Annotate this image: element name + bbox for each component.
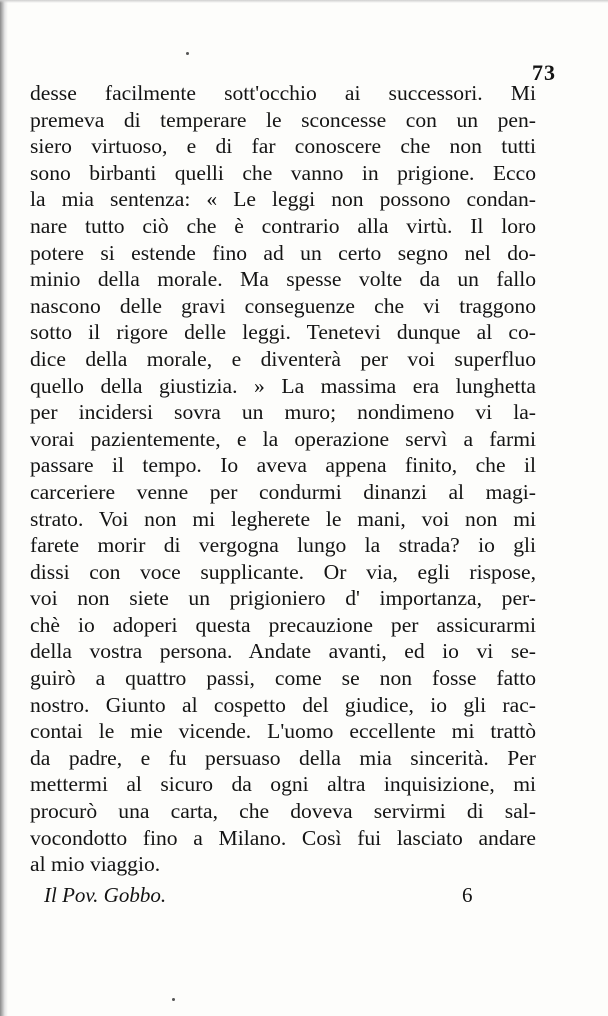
text-line: guirò a quattro passi, come se non fosse fatto — [30, 666, 536, 691]
text-line: premeva di temperare le sconcesse con un pen- — [30, 107, 536, 132]
print-speck — [186, 52, 189, 55]
text-line: voi non siete un prigioniero d' importanza, per- — [30, 586, 536, 611]
text-line: nostro. Giunto al cospetto del giudice, io gli rac- — [30, 692, 536, 717]
text-line: sotto il rigore delle leggi. Tenetevi dunque al co- — [30, 320, 536, 345]
text-line: potere si estende fino ad un certo segno nel do- — [30, 240, 536, 265]
text-line: nare tutto ciò che è contrario alla virtù. Il loro — [30, 213, 536, 238]
text-line: per incidersi sovra un muro; nondimeno vi la- — [30, 400, 536, 425]
text-line: quello della giustizia. » La massima era lunghetta — [30, 373, 536, 398]
footer-signature: Il Pov. Gobbo. — [44, 883, 167, 907]
text-line: vocondotto fino a Milano. Così fui lasciato andare — [30, 825, 536, 850]
text-line: al mio viaggio. — [30, 852, 161, 877]
page-edge-shadow — [0, 0, 8, 1016]
footer-signature-number: 6 — [462, 883, 473, 907]
text-line: nascono delle gravi conseguenze che vi traggono — [30, 293, 536, 318]
text-line: passare il tempo. Io aveva appena finito, che il — [30, 453, 536, 478]
text-line: chè io adoperi questa precauzione per assicurarmi — [30, 612, 536, 637]
text-line: desse facilmente sott'occhio ai successori. Mi — [30, 81, 536, 105]
text-line: dissi con voce supplicante. Or via, egli rispose, — [30, 559, 536, 584]
text-line: farete morir di vergogna lungo la strada? io gli — [30, 533, 536, 558]
text-line: da padre, e fu persuaso della mia sincerità. Per — [30, 745, 536, 770]
text-line: contai le mie vicende. L'uomo eccellente mi trattò — [30, 719, 536, 744]
page-number: 73 — [532, 60, 556, 85]
body-text — [30, 80, 536, 878]
text-line: vorai pazientemente, e la operazione servì a farmi — [30, 426, 536, 451]
text-line: strato. Voi non mi legherete le mani, voi non mi — [30, 506, 536, 531]
text-line: sono birbanti quelli che vanno in prigione. Ecco — [30, 160, 536, 185]
print-speck — [172, 998, 175, 1001]
text-line: siero virtuoso, e di far conoscere che non tutti — [30, 134, 536, 159]
page-top-edge — [0, 0, 608, 3]
text-line: mettermi al sicuro da ogni altra inquisizione, mi — [30, 772, 536, 797]
text-line: della vostra persona. Andate avanti, ed io vi se- — [30, 639, 536, 664]
text-line: minio della morale. Ma spesse volte da un fallo — [30, 267, 536, 292]
text-line: procurò una carta, che doveva servirmi di sal- — [30, 799, 536, 824]
text-line: carceriere venne per condurmi dinanzi al magi- — [30, 479, 536, 504]
text-line: dice della morale, e diventerà per voi superfluo — [30, 346, 536, 371]
text-line: la mia sentenza: « Le leggi non possono condan- — [30, 187, 536, 212]
